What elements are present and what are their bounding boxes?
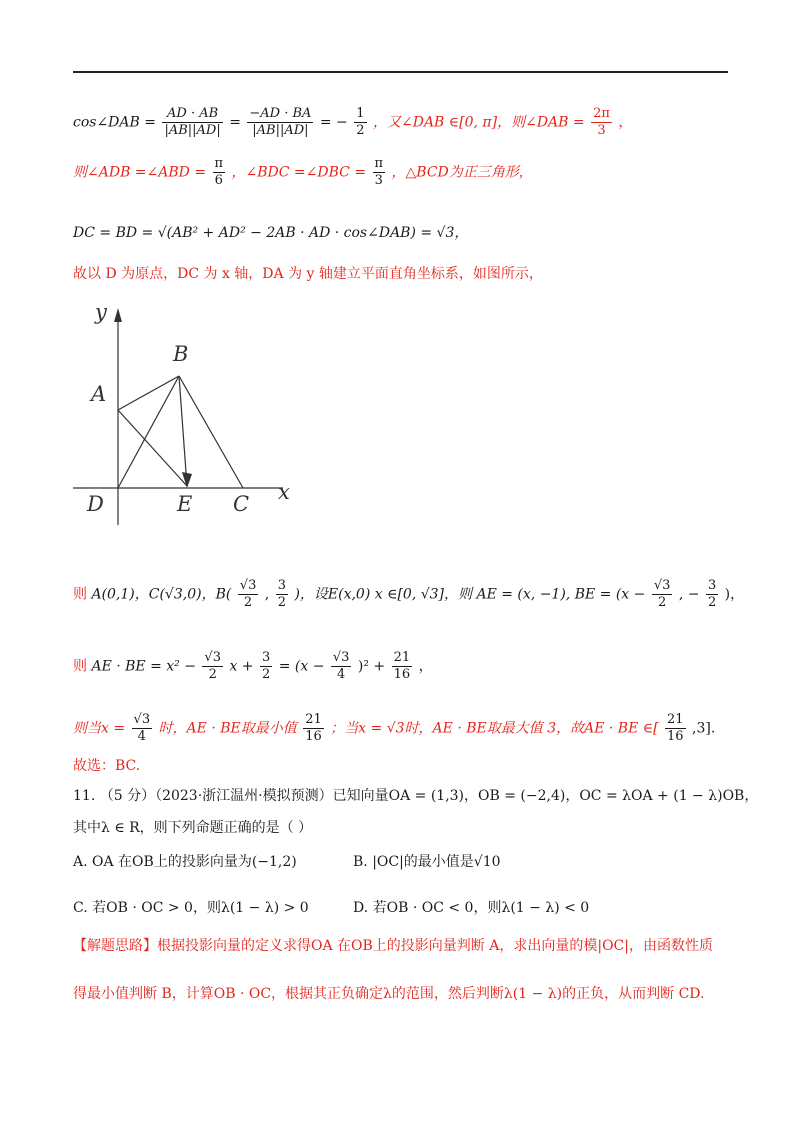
fraction: $\frac{√3}{2}$ — [653, 578, 671, 610]
fraction: $\frac{21}{16}$ — [305, 712, 322, 744]
solution-line-4: 故以 D 为原点，DC 为 x 轴，DA 为 y 轴建立平面直角坐标系，如图所示， — [73, 266, 543, 282]
fraction: $\frac{\pi}{6}$ — [214, 156, 224, 188]
fraction: $\frac{√3}{2}$ — [204, 650, 221, 682]
header-rule — [73, 71, 728, 73]
label-b: B — [173, 342, 189, 366]
fraction: $\frac{21}{16}$ — [393, 650, 411, 682]
coordinate-figure — [73, 300, 313, 530]
question-11-stem: 11. （5 分）（2023·浙江温州·模拟预测）已知向量OA = (1,3)，OB = (−2,4)，OC = λOA + (1 − λ)OB， — [73, 788, 759, 804]
option-d: D. 若OB · OC < 0，则λ(1 − λ) < 0 — [353, 900, 590, 916]
answer-line: 故选：BC. — [73, 758, 141, 774]
fraction: $\frac{√3}{4}$ — [332, 650, 350, 682]
figure-svg — [73, 300, 313, 530]
fraction: $\frac{21}{16}$ — [667, 712, 684, 744]
solution-line-2: 则∠ADB =∠ABD = $\frac{\pi}{6}$ ，∠BDC =∠DBC = $\frac{\pi}{3}$ ，△BCD为正三角形， — [73, 156, 533, 188]
label-c: C — [233, 492, 250, 516]
solution-line-1: cos∠DAB = $\frac{AD \cdot AB}{|AB||AD|}$ = $\frac{-AD \cdot BA}{|AB||AD|}$ = − $\frac{1}{2}$ ，又∠DAB ∈[0, π]，则∠DAB = $\frac{2\pi}{3}$ ， — [73, 106, 633, 138]
fraction: $\frac{1}{2}$ — [356, 106, 365, 138]
fraction: $\frac{√3}{2}$ — [239, 578, 257, 610]
label-x: x — [278, 480, 290, 504]
option-b: B. |OC|的最小值是√10 — [353, 854, 501, 870]
question-11-condition: 其中λ ∈ R，则下列命题正确的是（ ） — [73, 820, 313, 836]
vector-be — [179, 376, 187, 486]
solution-line-5: 则 A(0,1)，C(√3,0)，B( $\frac{√3}{2}$ , $\frac{3}{2}$ )，设E(x,0) x ∈[0, √3]，则 AE = (x, −1), BE = (x − $\frac{√3}{2}$ , − $\frac{3}{2}$ )， — [73, 578, 745, 610]
fraction: $\frac{3}{2}$ — [707, 578, 717, 610]
hint-line-2: 得最小值判断 B，计算OB · OC，根据其正负确定λ的范围，然后判断λ(1 − λ)的正负，从而判断 CD. — [73, 986, 705, 1002]
fraction: $\frac{3}{2}$ — [261, 650, 271, 682]
fraction: $\frac{\pi}{3}$ — [374, 156, 384, 188]
label-d: D — [87, 492, 104, 516]
hint-line-1: 【解题思路】根据投影向量的定义求得OA 在OB上的投影向量判断 A，求出向量的模|OC|，由函数性质 — [73, 938, 713, 954]
label-a: A — [91, 382, 107, 406]
label-y: y — [95, 300, 107, 324]
fraction: $\frac{√3}{4}$ — [133, 712, 151, 744]
option-a: A. OA 在OB上的投影向量为(−1,2) — [73, 854, 297, 870]
y-axis-arrow-icon — [114, 308, 122, 322]
solution-line-3: DC = BD = √(AB² + AD² − 2AB · AD · cos∠DAB) = √3， — [73, 225, 469, 241]
fraction: $\frac{3}{2}$ — [277, 578, 286, 610]
solution-line-6: 则 AE · BE = x² − $\frac{√3}{2}$ x + $\frac{3}{2}$ = (x − $\frac{√3}{4}$ )² + $\frac{21}{16}$ ， — [73, 650, 433, 682]
solution-line-7: 则当x = $\frac{√3}{4}$ 时，AE · BE取最小值 $\frac{21}{16}$ ；当x = √3时，AE · BE取最大值 3，故AE · BE ∈[ $\frac{21}{16}$ ,3]. — [73, 712, 716, 744]
segment-bc — [179, 376, 243, 488]
vector-ae — [118, 410, 187, 486]
hint-tag: 【解题思路】 — [73, 938, 157, 954]
fraction: $\frac{AD \cdot AB}{|AB||AD|}$ — [164, 106, 221, 138]
option-c: C. 若OB · OC > 0，则λ(1 − λ) > 0 — [73, 900, 309, 916]
label-e: E — [177, 492, 193, 516]
fraction: $\frac{-AD \cdot BA}{|AB||AD|}$ — [249, 106, 312, 138]
fraction: $\frac{2\pi}{3}$ — [593, 106, 610, 138]
arrow-head-icon — [182, 472, 192, 488]
